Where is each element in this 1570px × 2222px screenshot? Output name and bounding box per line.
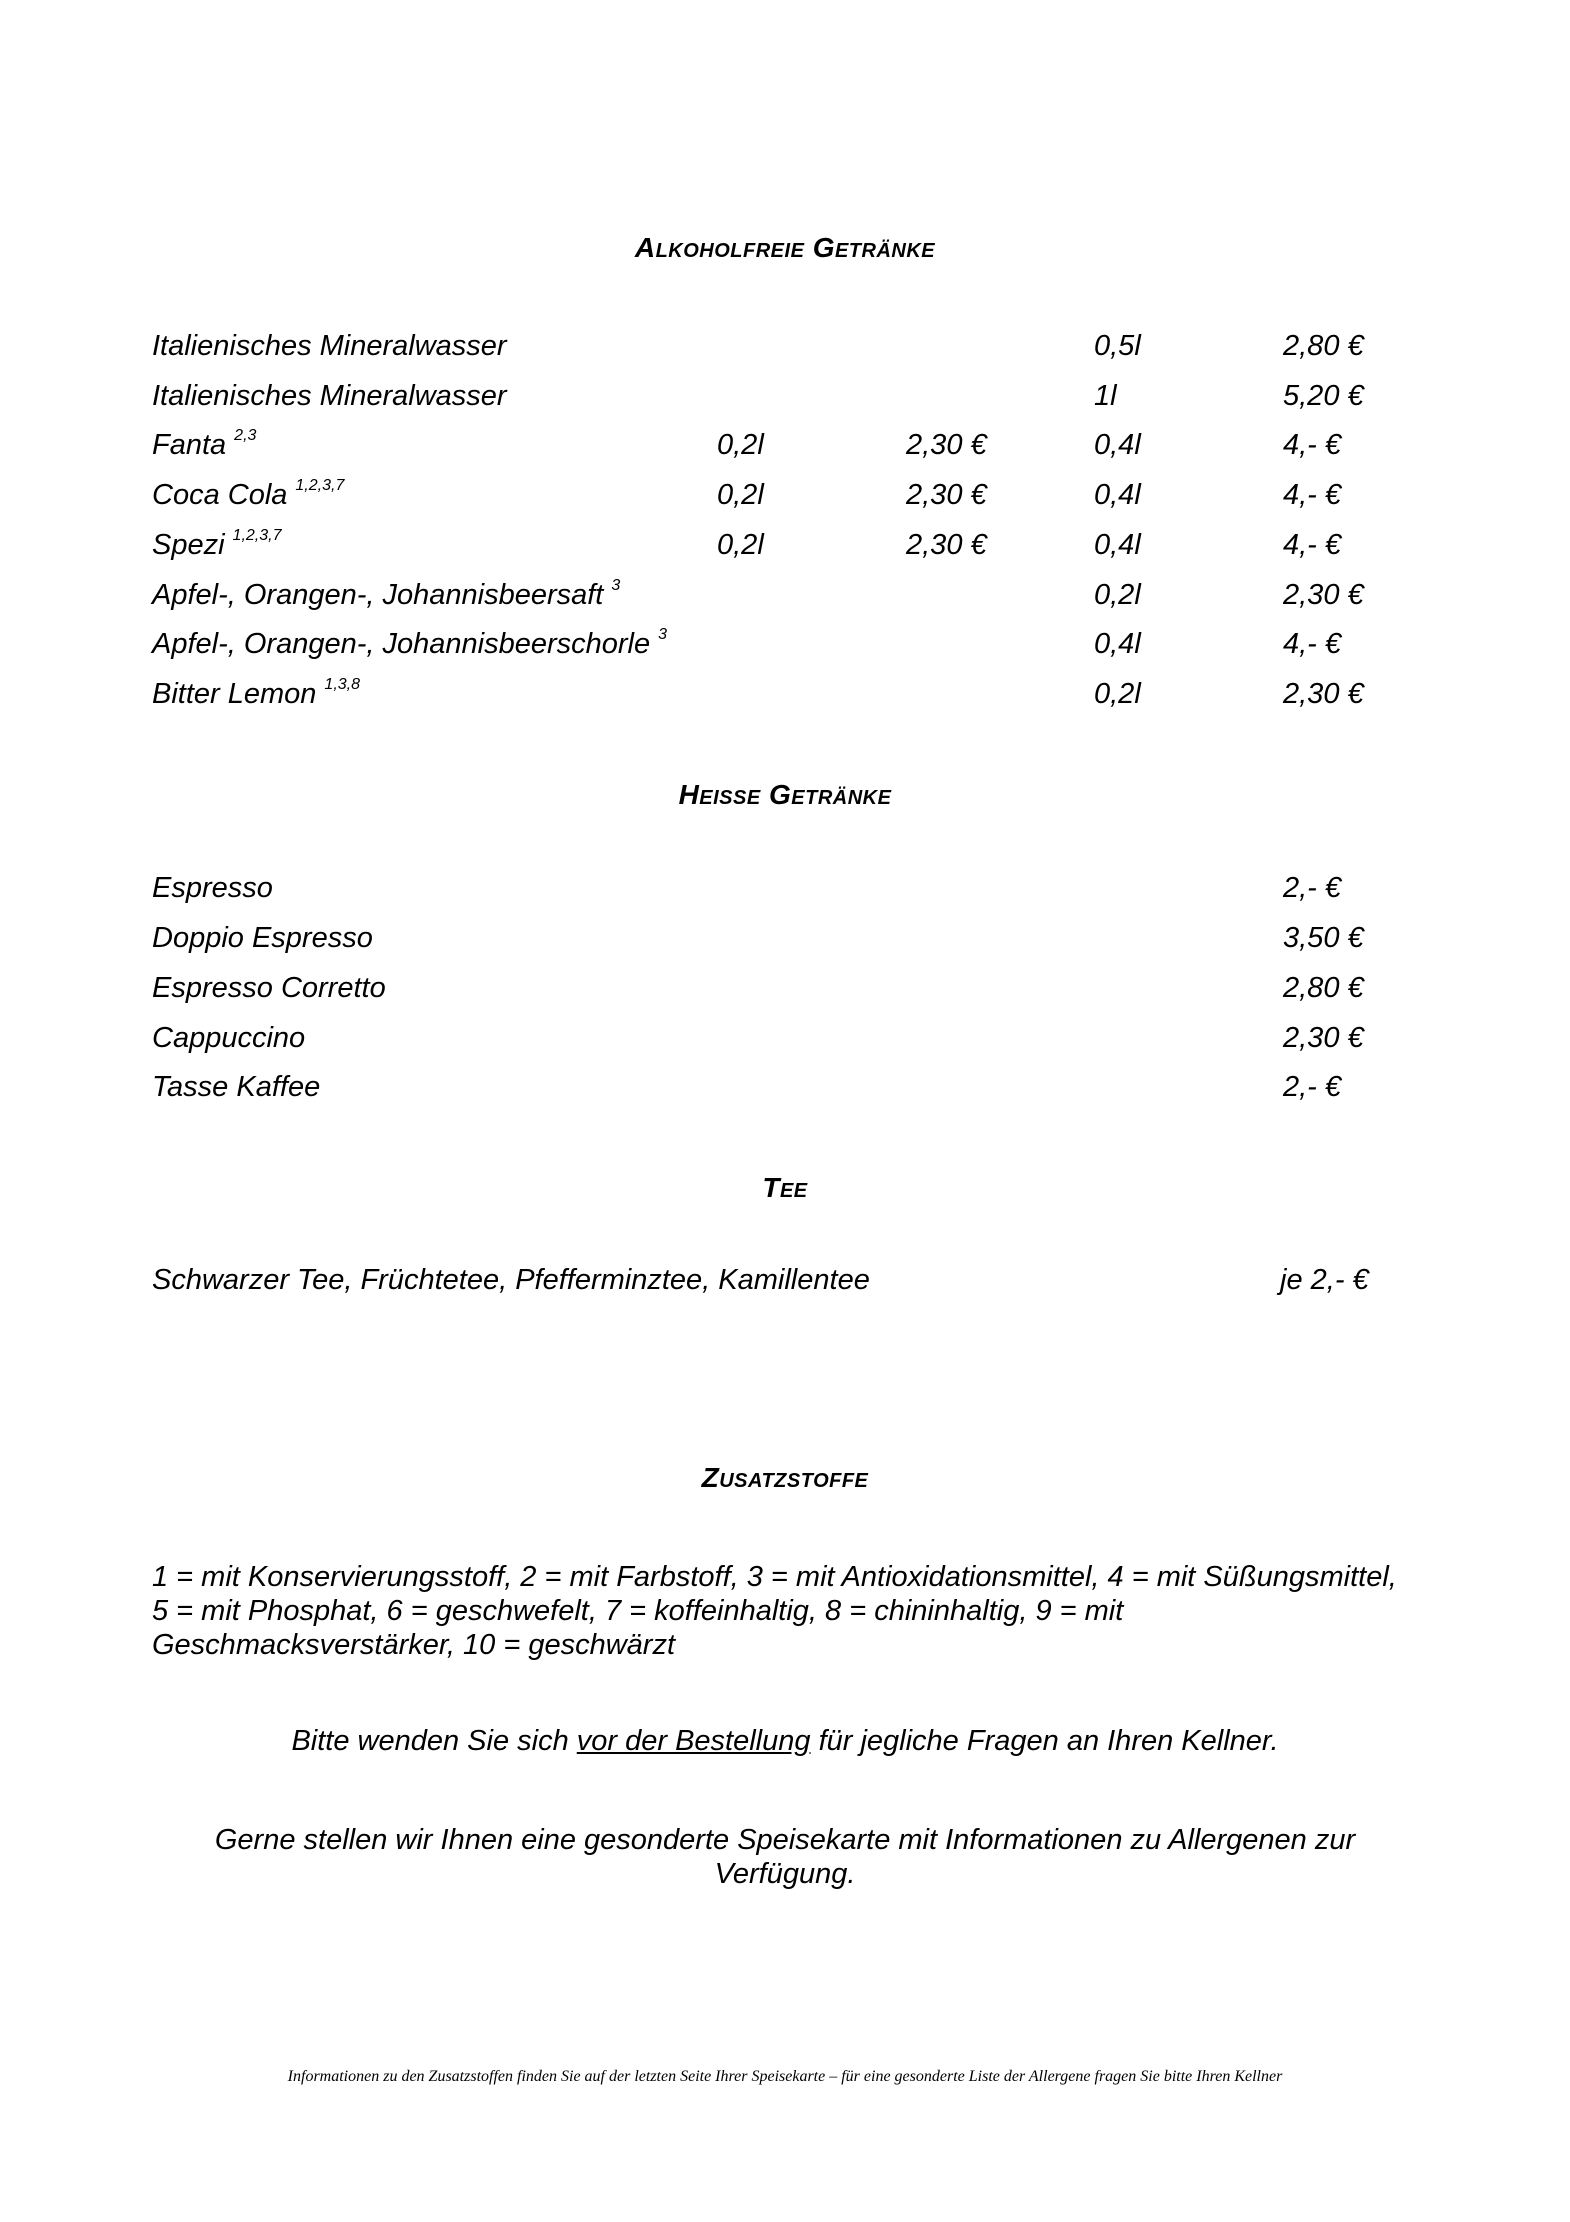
item-volume: 1l	[1094, 380, 1117, 412]
item-name: Doppio Espresso	[152, 922, 373, 954]
additive-marks: 1,2,3,7	[295, 477, 345, 494]
item-name-wrap	[152, 521, 281, 569]
allergen-note-line: Verfügung.	[714, 1858, 856, 1890]
item-price: 2,- €	[1283, 872, 1342, 904]
list-item	[0, 914, 1570, 962]
item-price: 4,- €	[1283, 529, 1342, 561]
item-name: Italienisches Mineralwasser	[152, 330, 507, 362]
section-title-alkoholfrei: Alkoholfreie Getränke	[634, 232, 936, 263]
item-price: je 2,- €	[1280, 1264, 1369, 1296]
item-price-small: 2,30 €	[906, 529, 987, 561]
item-name-wrap	[152, 620, 667, 668]
item-volume-small: 0,2l	[717, 479, 764, 511]
item-name: Tasse Kaffee	[152, 1071, 321, 1103]
item-name: Apfel-, Orangen-, Johannisbeersaft	[152, 579, 604, 611]
item-volume: 0,2l	[1094, 579, 1141, 611]
item-name: Espresso Corretto	[152, 972, 386, 1004]
additives-line: 5 = mit Phosphat, 6 = geschwefelt, 7 = koffeinhaltig, 8 = chininhaltig, 9 = mit	[152, 1595, 1124, 1627]
item-name: Coca Cola	[152, 479, 288, 511]
additives-legend	[152, 1560, 1397, 1662]
waiter-note-pre: Bitte wenden Sie sich	[291, 1725, 577, 1757]
list-item	[0, 620, 1570, 668]
item-volume: 0,4l	[1094, 429, 1141, 461]
section-title-heiss: Heisse Getränke	[678, 779, 892, 810]
waiter-note-post: für jegliche Fragen an Ihren Kellner.	[810, 1725, 1279, 1757]
list-item	[0, 1256, 1570, 1304]
list-item	[0, 1063, 1570, 1111]
item-price: 2,30 €	[1283, 1022, 1364, 1054]
allergen-note	[152, 1823, 1418, 1891]
item-volume: 0,5l	[1094, 330, 1141, 362]
section-title-zusatzstoffe: Zusatzstoffe	[701, 1462, 869, 1493]
item-volume: 0,4l	[1094, 628, 1141, 660]
additives-line: Geschmacksverstärker, 10 = geschwärzt	[152, 1629, 676, 1661]
item-volume: 0,4l	[1094, 479, 1141, 511]
additive-marks: 1,2,3,7	[232, 527, 282, 544]
list-item	[0, 322, 1570, 370]
item-name: Schwarzer Tee, Früchtetee, Pfefferminztee, Kamillentee	[152, 1264, 870, 1296]
item-name: Spezi	[152, 529, 225, 561]
item-name: Bitter Lemon	[152, 678, 317, 710]
item-name: Fanta	[152, 429, 227, 461]
additive-marks: 1,3,8	[324, 676, 361, 693]
item-price: 2,30 €	[1283, 579, 1364, 611]
item-price: 4,- €	[1283, 479, 1342, 511]
item-price: 2,80 €	[1283, 330, 1364, 362]
item-price: 2,- €	[1283, 1071, 1342, 1103]
item-name: Espresso	[152, 872, 273, 904]
item-name: Cappuccino	[152, 1022, 306, 1054]
list-item	[0, 864, 1570, 912]
item-volume-small: 0,2l	[717, 529, 764, 561]
list-item	[0, 421, 1570, 469]
item-price: 2,80 €	[1283, 972, 1364, 1004]
page-footer: Informationen zu den Zusatzstoffen finden Sie auf der letzten Seite Ihrer Speisekarte – für eine gesonderte Liste der Allergene fragen Sie bitte Ihren Kellner	[287, 2068, 1283, 2085]
item-name-wrap	[152, 471, 344, 519]
waiter-note-underline: vor der Bestellung	[576, 1725, 811, 1757]
list-item	[0, 521, 1570, 569]
item-name-wrap	[152, 421, 256, 469]
item-price: 3,50 €	[1283, 922, 1364, 954]
item-price-small: 2,30 €	[906, 479, 987, 511]
item-price: 4,- €	[1283, 628, 1342, 660]
item-price-small: 2,30 €	[906, 429, 987, 461]
section-title-tee: Tee	[762, 1172, 808, 1203]
additive-marks: 3	[611, 577, 621, 594]
list-item	[0, 1014, 1570, 1062]
item-name-wrap	[152, 571, 620, 619]
item-price: 4,- €	[1283, 429, 1342, 461]
additive-marks: 2,3	[234, 427, 257, 444]
item-price: 5,20 €	[1283, 380, 1364, 412]
additives-line: 1 = mit Konservierungsstoff, 2 = mit Farbstoff, 3 = mit Antioxidationsmittel, 4 = mit Süßungsmittel,	[152, 1561, 1397, 1593]
item-price: 2,30 €	[1283, 678, 1364, 710]
list-item	[0, 670, 1570, 718]
list-item	[0, 471, 1570, 519]
additive-marks: 3	[658, 626, 668, 643]
item-volume: 0,2l	[1094, 678, 1141, 710]
list-item	[0, 964, 1570, 1012]
item-volume: 0,4l	[1094, 529, 1141, 561]
item-name-wrap	[152, 670, 360, 718]
item-name: Apfel-, Orangen-, Johannisbeerschorle	[152, 628, 651, 660]
item-name: Italienisches Mineralwasser	[152, 380, 507, 412]
waiter-note	[152, 1724, 1418, 1758]
allergen-note-line: Gerne stellen wir Ihnen eine gesonderte Speisekarte mit Informationen zu Allergenen zur	[214, 1824, 1356, 1856]
list-item	[0, 372, 1570, 420]
item-volume-small: 0,2l	[717, 429, 764, 461]
list-item	[0, 571, 1570, 619]
